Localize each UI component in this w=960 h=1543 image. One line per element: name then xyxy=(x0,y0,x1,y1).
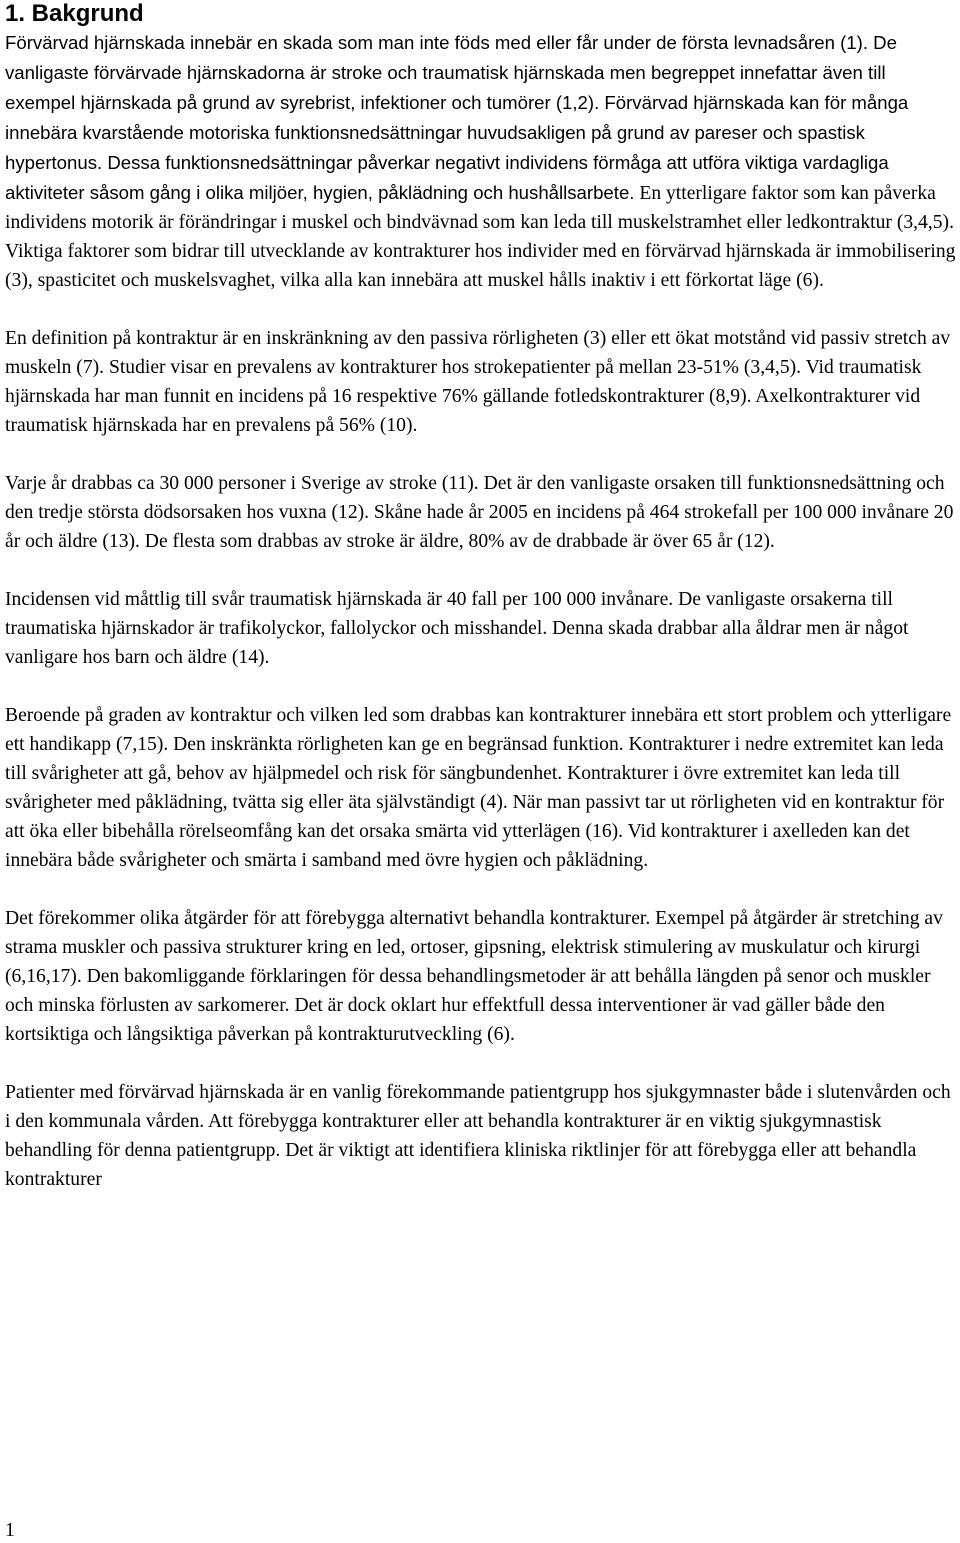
paragraph-patients: Patienter med förvärvad hjärnskada är en vanlig förekommande patientgrupp hos sjukgymnaster både i slutenvården och i den kommunala vården. Att förebygga kontrakturer eller att behandla kontrakturer är en viktig sjukgymnastisk behandling för denna patientgrupp. Det är viktigt att identifiera kliniska riktlinjer för att förebygga eller att behandla kontrakturer xyxy=(5,1082,951,1190)
paragraph-tbi-incidence: Incidensen vid måttlig till svår traumatisk hjärnskada är 40 fall per 100 000 invånare. De vanligaste orsakerna till traumatiska hjärnskador är trafikolyckor, fallolyckor och misshandel. Denna skada drabbar alla åldrar men är något vanligare hos barn och äldre (14). xyxy=(5,589,909,668)
paragraph-consequences: Beroende på graden av kontraktur och vilken led som drabbas kan kontrakturer innebära ett stort problem och ytterligare ett handikapp (7,15). Den inskränkta rörligheten kan ge en begränsad funktion. Kontrakturer i nedre extremitet kan leda till svårigheter att gå, behov av hjälpmedel och risk för sängbundenhet. Kontrakturer i övre extremitet kan leda till svårigheter med påklädning, tvätta sig eller äta självständigt (4). När man passivt tar ut rörligheten vid en kontraktur för att öka eller bibehålla rörelseomfång kan det orsaka smärta vid ytterlägen (16). Vid kontrakturer i axelleden kan det innebära både svårigheter och smärta i samband med övre hygien och påklädning. xyxy=(5,705,952,871)
document-page xyxy=(5,0,957,1194)
paragraph-serif-text: En ytterligare faktor som kan påverka individens motorik är förändringar i muskel och bindvävnad som kan leda till muskelstramhet eller ledkontraktur (3,4,5). Viktiga faktorer som bidrar till utvecklande av kontrakturer hos individer med en förvärvad hjärnskada är immobilisering (3), spasticitet och muskelsvaghet, vilka alla kan innebära att muskel hålls inaktiv i ett förkortat läge (6). xyxy=(5,183,956,291)
page-number: 1 xyxy=(5,1520,15,1541)
section-heading: 1. Bakgrund xyxy=(5,0,144,27)
paragraph-background xyxy=(5,28,957,295)
paragraph-stroke-incidence: Varje år drabbas ca 30 000 personer i Sverige av stroke (11). Det är den vanligaste orsaken till funktionsnedsättning och den tredje största dödsorsaken hos vuxna (12). Skåne hade år 2005 en incidens på 464 strokefall per 100 000 invånare 20 år och äldre (13). De flesta som drabbas av stroke är äldre, 80% av de drabbade är över 65 år (12). xyxy=(5,473,954,552)
paragraph-sans-text: Förvärvad hjärnskada innebär en skada som man inte föds med eller får under de första levnadsåren (1). De vanligaste förvärvade hjärnskadorna är stroke och traumatisk hjärnskada men begreppet innefattar även till exempel hjärnskada på grund av syrebrist, infektioner och tumörer (1,2). Förvärvad hjärnskada kan för många innebära kvarstående motoriska funktionsnedsättningar huvudsakligen på grund av pareser och spastisk hypertonus. Dessa funktionsnedsättningar påverkar negativt individens förmåga att utföra viktiga vardagliga aktiviteter såsom gång i olika miljöer, hygien, påklädning och hushållsarbete. xyxy=(5,32,909,203)
paragraph-definition: En definition på kontraktur är en inskränkning av den passiva rörligheten (3) eller ett ökat motstånd vid passiv stretch av muskeln (7). Studier visar en prevalens av kontrakturer hos strokepatienter på mellan 23-51% (3,4,5). Vid traumatisk hjärnskada har man funnit en incidens på 16 respektive 76% gällande fotledskontrakturer (8,9). Axelkontrakturer vid traumatisk hjärnskada har en prevalens på 56% (10). xyxy=(5,328,951,436)
paragraph-interventions: Det förekommer olika åtgärder för att förebygga alternativt behandla kontrakturer. Exempel på åtgärder är stretching av strama muskler och passiva strukturer kring en led, ortoser, gipsning, elektrisk stimulering av muskulatur och kirurgi (6,16,17). Den bakomliggande förklaringen för dessa behandlingsmetoder är att behålla längden på senor och muskler och minska förlusten av sarkomerer. Det är dock oklart hur effektfull dessa interventioner är vad gäller både den kortsiktiga och långsiktiga påverkan på kontrakturutveckling (6). xyxy=(5,908,943,1045)
